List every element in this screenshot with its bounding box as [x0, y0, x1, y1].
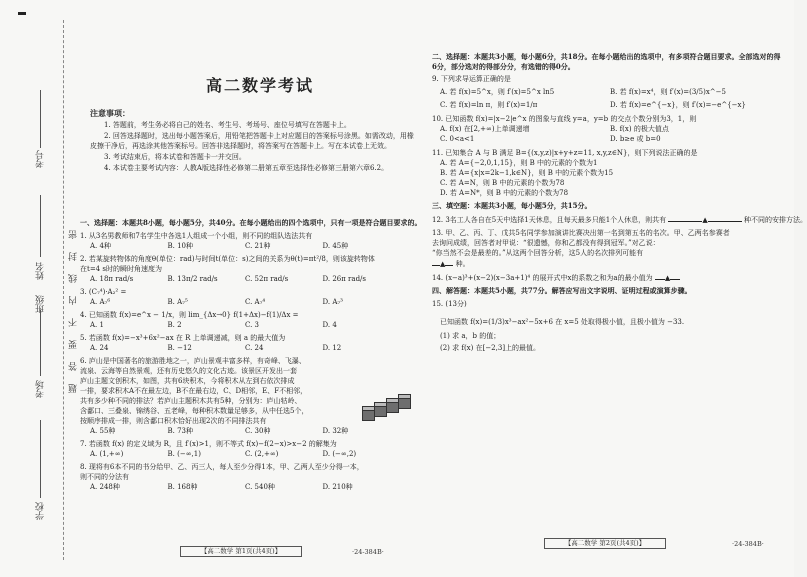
answer-blank: [708, 214, 742, 222]
option: D. 4: [322, 321, 337, 329]
binding-margin: [0, 0, 78, 577]
field-name: 姓名: [36, 262, 46, 280]
seal-char: 题: [69, 384, 79, 393]
question-15-part-2: (2) 求 f(x) 在[−2,3]上的最值。: [440, 344, 541, 352]
question-11: 11. 已知集合 A 与 B 满足 B={(x,y,z)|x+y+z=11, x,y,z∈N}，则下列说法正确的是: [432, 149, 698, 157]
q1-options: [80, 241, 400, 251]
right-page: [432, 52, 807, 570]
q6-options: [80, 426, 400, 436]
triangle-icon: ▲: [440, 260, 446, 268]
q12-end: 种不同的安排方法。: [744, 216, 807, 224]
option: A. 若 f(x)=5^x，则 f′(x)=5^x ln5: [440, 88, 555, 96]
q10-options-2: [432, 134, 784, 144]
section-heading: 一、选择题：本题共8小题，每小题5分，共40分。在每小题给出的四个选项中，只有一项是符合题目要求的。: [80, 218, 422, 227]
option: D. 32种: [322, 427, 349, 435]
field-exam-number: 考号: [36, 150, 46, 168]
question-14: [432, 272, 784, 283]
section-3-heading: 三、填空题：本题共3小题，每小题5分，共15分。: [432, 201, 592, 210]
option: A. 18π rad/s: [90, 275, 134, 283]
q6-line: 流泉、云海等自然景观，还有历史悠久的文化古迹。该景区开发出一套: [80, 367, 297, 375]
seal-char: 内: [69, 296, 79, 305]
question-3: 3. (C₇⁴)·A₂² =: [80, 288, 127, 296]
option: D. 45种: [322, 242, 349, 250]
option: A. 1: [90, 321, 104, 329]
option: B. −12: [167, 344, 192, 352]
q6-line: 庐山主题文创积木，如图，共有6块积木，今将积木从左到右依次排成: [80, 377, 295, 385]
q13-line: 去询问成绩，回答者对甲说：“很遗憾，你和乙都没有得到冠军。”对乙说：: [432, 239, 660, 247]
q6-line: 按顺序排成一排，则含鄱口积木恰好出现2次的不同排法共有: [80, 417, 267, 425]
page-title: 高二数学考试: [205, 76, 314, 95]
option: C. (2,+∞): [245, 450, 279, 458]
q13-line: “你当然不会是最差的。”从这两个回答分析，这5人的名次排列可能有: [432, 249, 644, 257]
q13-end: 种。: [455, 260, 470, 268]
option: A. A₇⁶: [90, 298, 111, 306]
answer-blank: [668, 214, 702, 222]
page-footer: 【高二数学 第1页(共4页)】: [180, 546, 302, 557]
notice-item: 3. 考试结束后，将本试卷和答题卡一并交回。: [104, 153, 246, 161]
question-10: 10. 已知函数 f(x)=|x−2|e^x 的图象与直线 y=a，y=b 的交点个数分别为3，1，则: [432, 115, 697, 123]
section-1: [80, 218, 422, 492]
option: B. 13π/2 rad/s: [167, 275, 218, 283]
field-room-line: [40, 310, 41, 376]
seal-line: [63, 20, 64, 560]
option: A. f(x) 在[2,+∞)上单调递增: [440, 125, 530, 133]
option: D. 12: [322, 344, 342, 352]
option: B. 10种: [167, 242, 194, 250]
question-2-cont: 在t=4 s时的瞬时角速度为: [80, 265, 162, 273]
block-top: [398, 394, 411, 399]
q6-line: 含鄱口、三叠泉、锦绣谷、五老峰，每种积木数量足够多，从中任选5个，: [80, 407, 309, 415]
option: B. 168种: [167, 483, 198, 491]
q12-text: 12. 3名工人各自在5天中选择1天休息，且每天最多只能1个人休息，则共有: [432, 216, 667, 224]
option: B. f(x) 的极大值点: [610, 125, 669, 133]
corner-mark: [18, 12, 26, 15]
option: B. 73种: [167, 427, 194, 435]
field-school: 学校: [36, 502, 46, 520]
q14-text: 14. (x−a)³+(x−2)(x−3a+1)⁴ 的展开式中x的系数之和为a的最小值为: [432, 274, 653, 282]
option: C. 540种: [245, 483, 275, 491]
option: D. 210种: [322, 483, 353, 491]
question-15-part-1: (1) 求 a，b 的值；: [440, 332, 501, 340]
option: A. 55种: [90, 427, 116, 435]
left-page: [80, 60, 422, 570]
q10-options: [432, 124, 784, 134]
question-1: 1. 从3名男教师和7名学生中各选1人组成一个小组，则不同的组队选法共有: [80, 232, 313, 240]
option: B. (−∞,1): [167, 450, 201, 458]
option: A. (1,+∞): [90, 450, 124, 458]
field-room: 考场: [36, 380, 46, 398]
answer-blank: [670, 272, 680, 280]
seal-char: 线: [69, 274, 79, 283]
q9-options-2: [432, 100, 784, 110]
notice-block: [90, 120, 420, 174]
section-4-heading: 四、解答题：本题共5小题，共77分。解答应写出文字说明、证明过程或演算步骤。: [432, 286, 692, 295]
question-2: 2. 若某旋转物体的角度θ(单位：rad)与时间t(单位：s)之间的关系为θ(t)=πt²/8，则该旋转物体: [80, 255, 375, 263]
question-5: 5. 若函数 f(x)=−x³+6x²−ax 在 R 上单调递减，则 a 的最大值为: [80, 334, 286, 342]
question-4: 4. 已知函数 f(x)=e^x − 1/x，则 lim_{Δx→0} f(1+Δx)−f(1)/Δx =: [80, 311, 299, 319]
block-shape: [398, 398, 411, 409]
question-15-head: 15. (13分): [432, 300, 467, 308]
option: C. 52π rad/s: [245, 275, 289, 283]
option: A. 若 A={−2,0,1,15}，则 B 中的元素的个数为1: [440, 159, 598, 167]
seal-char: 要: [69, 340, 79, 349]
option: D. (−∞,2): [322, 450, 357, 458]
notice-item: 2. 回答选择题时，选出每小题答案后，用铅笔把答题卡上对应题目的答案标号涂黑。如需改动，用橡皮擦干净后，再选涂其他答案标号。回答非选择题时，将答案写在答题卡上。写在本试卷上无效。: [90, 132, 414, 150]
page-footer: 【高二数学 第2页(共4页)】: [544, 538, 666, 549]
option: B. 2: [167, 321, 182, 329]
triangle-icon: ▲: [664, 274, 671, 282]
field-name-line: [40, 195, 41, 257]
notice-item: 1. 答题前，考生务必将自己的姓名、考生号、考场号、座位号填写在答题卡上。: [104, 121, 351, 129]
option: C. 21种: [245, 242, 271, 250]
question-9: 9. 下列求导运算正确的是: [432, 75, 511, 83]
q13-line: 13. 甲、乙、丙、丁、戊共5名同学参加演讲比赛决出第一名到第五名的名次。甲、乙两名参赛者: [432, 229, 730, 237]
answer-blank: [445, 258, 453, 266]
question-6: [80, 356, 350, 426]
question-12: [432, 214, 807, 225]
option: C. 3: [245, 321, 260, 329]
q7-options: [80, 449, 400, 459]
q13-line: [432, 258, 784, 269]
question-8-cont: 则不同的分法有: [80, 473, 129, 481]
field-class: 班级: [36, 295, 46, 313]
page-code: ·24-384B·: [732, 540, 764, 548]
question-13: [432, 228, 784, 269]
answer-blank: [655, 272, 665, 280]
option: C. 24: [245, 344, 264, 352]
option: C. 若 A=N，则 B 中的元素的个数为78: [440, 179, 565, 187]
field-school-line: [40, 420, 41, 498]
triangle-icon: ▲: [702, 216, 708, 224]
option: A. 4种: [90, 242, 111, 250]
q6-line: 共有多少种不同的排法？若庐山主题积木共有5种，分别为：庐山牯岭、: [80, 397, 302, 405]
q2-options: [80, 274, 400, 284]
q5-options: [80, 343, 400, 353]
q8-options: [80, 482, 400, 492]
question-7: 7. 若函数 f(x) 的定义域为 R，且 f′(x)>1，则不等式 f(x)−f(2−x)>x−2 的解集为: [80, 440, 337, 448]
option: A. 248种: [90, 483, 120, 491]
option: C. 0<a<1: [440, 135, 475, 143]
question-15-text: 已知函数 f(x)=(1/3)x³−ax²−5x+6 在 x=5 处取得极小值，且极小值为 −33.: [440, 318, 685, 326]
option: D. b≥e 或 b=0: [610, 135, 661, 143]
option: D. 26π rad/s: [322, 275, 366, 283]
section-2-heading: 二、选择题：本题共3小题，每小题6分，共18分。在每小题给出的选项中，有多项符合题目要求。全部选对的得6分，部分选对的得部分分，有选错的得0分。: [432, 52, 781, 71]
seal-char: 不: [69, 318, 79, 327]
q6-line: 一排，要求积木A不在最左边，B不在最右边，C、D相邻，E、F不相邻，: [80, 387, 308, 395]
notice-heading: 注意事项：: [90, 108, 130, 118]
q9-options: [432, 87, 784, 97]
answer-blank: [432, 258, 440, 266]
q6-line: 6. 庐山是中国著名的旅游胜地之一，庐山景观丰富多样，有奇峰、飞瀑、: [80, 357, 306, 365]
seal-char: 密: [69, 230, 79, 239]
field-exam-number-line: [40, 90, 41, 148]
option: C. 30种: [245, 427, 271, 435]
option: C. A₇⁴: [245, 298, 266, 306]
question-8: 8. 现将有6本不同的书分给甲、乙、丙三人，每人至少分得1本，甲、乙两人至少分得一本，: [80, 463, 364, 471]
q11-options: [432, 158, 784, 198]
option: C. 若 f(x)=ln π，则 f′(x)=1/π: [440, 101, 538, 109]
q3-options: [80, 297, 400, 307]
option: D. 若 A=N*，则 B 中的元素的个数为78: [440, 189, 569, 197]
option: D. 若 f(x)=e^{−x}，则 f′(x)=−e^{−x}: [610, 101, 746, 109]
seal-char: 封: [69, 252, 79, 261]
option: B. A₇⁵: [167, 298, 188, 306]
option: B. 若 A={x|x=2k−1,k∈N}，则 B 中的元素个数为15: [440, 169, 614, 177]
q4-options: [80, 320, 400, 330]
seal-char: 答: [69, 362, 79, 371]
option: B. 若 f(x)=x⁴，则 f′(x)=(3/5)x^−5: [610, 88, 726, 96]
option: A. 24: [90, 344, 109, 352]
option: D. A₇³: [322, 298, 343, 306]
notice-item: 4. 本试卷主要考试内容：人教A版选择性必修第二册第五章至选择性必修第三册第六章6.2。: [104, 164, 389, 172]
page-code: ·24-384B·: [352, 548, 384, 556]
blocks-illustration: [362, 396, 422, 426]
